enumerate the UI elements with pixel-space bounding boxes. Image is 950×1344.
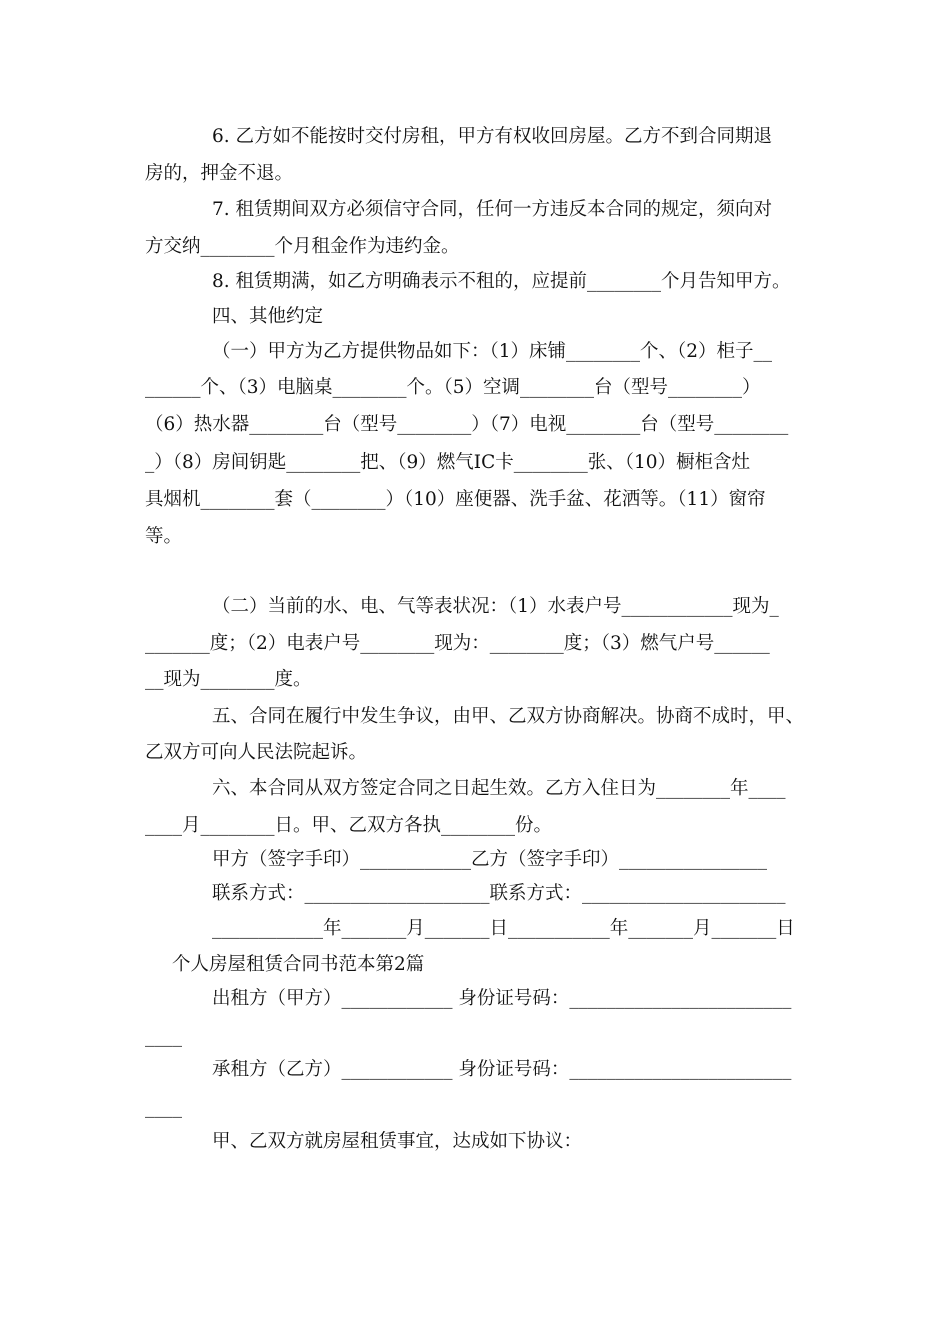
text-line: （6）热水器________台（型号________）（7）电视________台（型号________ [145,414,789,435]
text-line: 六、本合同从双方签定合同之日起生效。乙方入住日为________年____ [212,778,786,799]
text-line: ____ [145,1026,182,1047]
text-line: 乙双方可向人民法院起诉。 [145,742,368,763]
text-line: _______度；（2）电表户号________现为：________度；（3）燃气户号______ [145,633,770,654]
text-line: 房的，押金不退。 [145,163,294,184]
text-line: （一）甲方为乙方提供物品如下：（1）床铺________个、（2）柜子__ [212,341,773,362]
text-line: ____月________日。甲、乙双方各执________份。 [145,815,553,836]
text-line: ____ [145,1097,182,1118]
contact-line: 联系方式：____________________联系方式：______________________ [212,883,786,904]
section-title: 个人房屋租赁合同书范本第2篇 [172,954,425,975]
text-line: 6. 乙方如不能按时交付房租，甲方有权收回房屋。乙方不到合同期退 [212,126,773,147]
date-line: ____________年_______月_______日___________年_______月_______日 [212,918,795,939]
text-line: __现为________度。 [145,669,312,690]
text-line: ______个、（3）电脑桌________个。（5）空调________台（型号________） [145,377,761,398]
signature-line: 甲方（签字手印）____________乙方（签字手印）________________ [212,849,768,870]
text-line: 7. 租赁期间双方必须信守合同，任何一方违反本合同的规定，须向对 [212,199,773,220]
section-heading: 四、其他约定 [212,306,324,327]
text-line: 出租方（甲方）____________ 身份证号码：________________________ [212,988,792,1009]
text-line: 等。 [145,526,183,547]
text-line: （二）当前的水、电、气等表状况：（1）水表户号____________现为_ [212,596,779,617]
text-line: _）（8）房间钥匙________把、（9）燃气IC卡________张、（10）橱柜含灶 [145,452,751,473]
text-line: 方交纳________个月租金作为违约金。 [145,236,460,257]
text-line: 五、合同在履行中发生争议，由甲、乙双方协商解决。协商不成时，甲、 [212,706,805,727]
text-line: 甲、乙双方就房屋租赁事宜，达成如下协议： [212,1131,583,1152]
text-line: 8. 租赁期满，如乙方明确表示不租的，应提前________个月告知甲方。 [212,271,791,292]
text-line: 承租方（乙方）____________ 身份证号码：________________________ [212,1059,792,1080]
text-line: 具烟机________套（________）（10）座便器、洗手盆、花洒等。（11）窗帘 [145,489,766,510]
